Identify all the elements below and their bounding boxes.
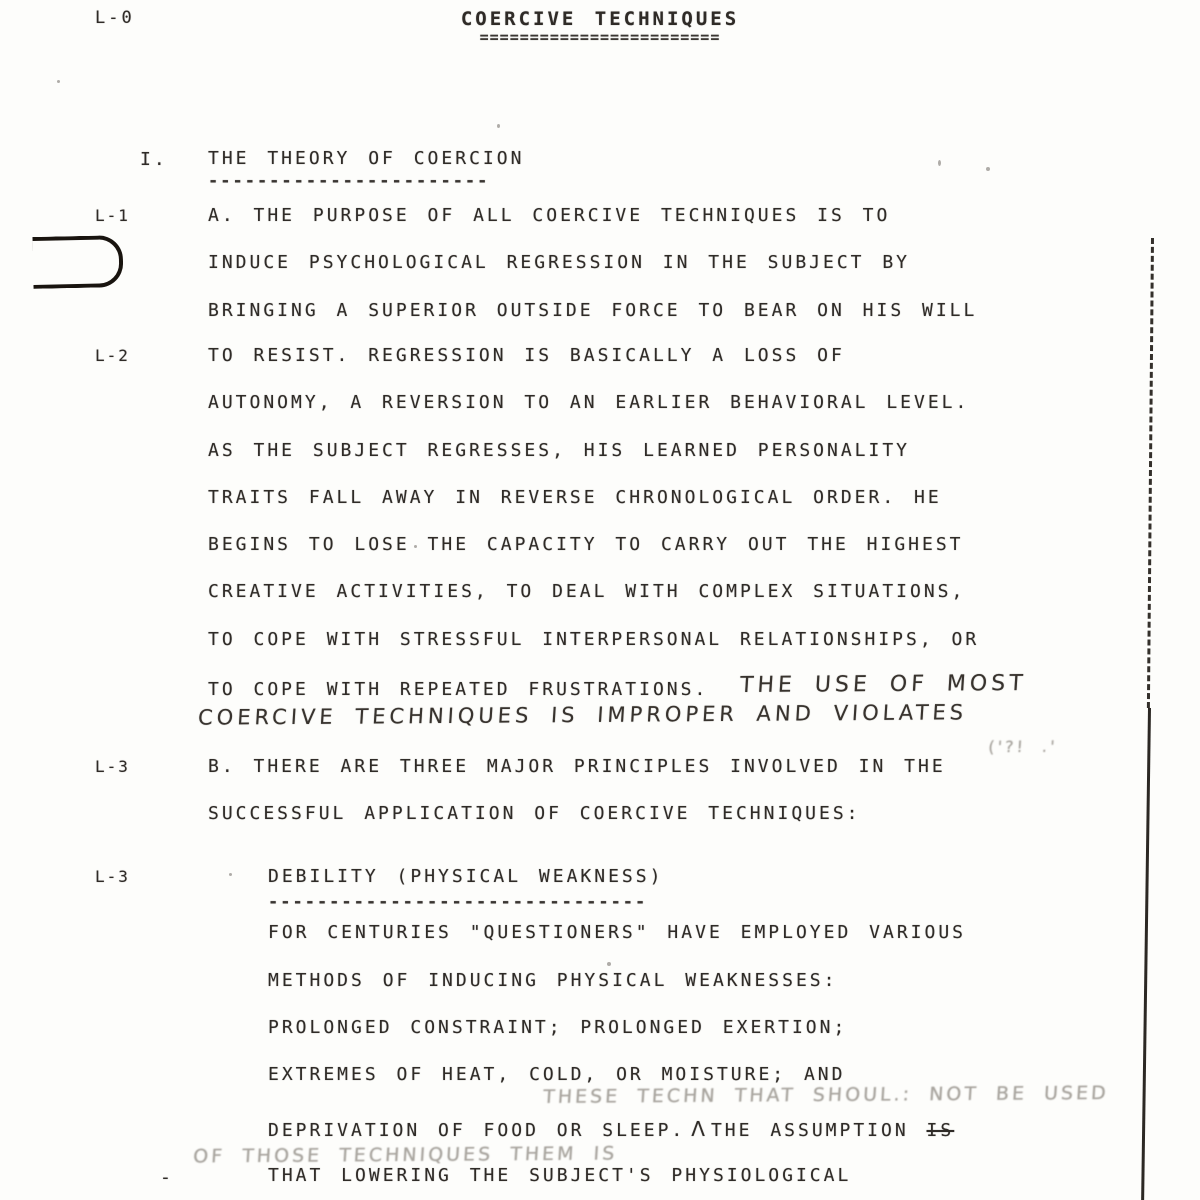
document-title-block	[0, 8, 1200, 46]
scan-speck	[57, 80, 60, 83]
section-numeral: I.	[140, 149, 168, 170]
scan-speck	[986, 167, 990, 171]
body-row	[208, 581, 965, 613]
body-text: TO COPE WITH STRESSFUL INTERPERSONAL RELATIONSHIPS, OR	[208, 629, 980, 650]
subsection-heading: DEBILITY (PHYSICAL WEAKNESS)	[268, 866, 664, 887]
handwritten-interline-note: THESE TECHN THAT SHOUL.: NOT BE USED	[542, 1082, 1110, 1108]
scan-edge-line-lower	[1141, 708, 1151, 1200]
margin-label-l1: L-1	[95, 206, 130, 225]
body-row	[208, 487, 942, 519]
scan-speck	[229, 873, 232, 876]
struck-out-word: IS	[926, 1120, 955, 1141]
body-text: METHODS OF INDUCING PHYSICAL WEAKNESSES:	[268, 970, 838, 991]
insertion-caret: Λ	[691, 1117, 705, 1141]
margin-label-l3: L-3	[95, 757, 130, 776]
scan-speck	[497, 124, 500, 128]
body-row	[268, 1017, 847, 1049]
body-text: BRINGING A SUPERIOR OUTSIDE FORCE TO BEAR ON HIS WILL	[208, 300, 978, 321]
body-text: AUTONOMY, A REVERSION TO AN EARLIER BEHAVIORAL LEVEL.	[208, 392, 970, 413]
body-row	[208, 300, 977, 332]
body-row	[268, 1165, 851, 1197]
section-heading: THE THEORY OF COERCION	[208, 148, 525, 169]
body-text: PROLONGED CONSTRAINT; PROLONGED EXERTION;	[268, 1017, 848, 1038]
stray-dash: -	[160, 1167, 174, 1188]
body-text: CREATIVE ACTIVITIES, TO DEAL WITH COMPLEX SITUATIONS,	[208, 581, 966, 602]
body-text: SUCCESSFUL APPLICATION OF COERCIVE TECHNIQUES:	[208, 803, 861, 824]
handwritten-annotation: COERCIVE TECHNIQUES IS IMPROPER AND VIOLATES	[197, 700, 968, 730]
body-text: TO COPE WITH REPEATED FRUSTRATIONS.	[208, 679, 709, 700]
body-text: BEGINS TO LOSE THE CAPACITY TO CARRY OUT THE HIGHEST	[208, 534, 964, 555]
body-row	[208, 392, 969, 424]
body-text: INDUCE PSYCHOLOGICAL REGRESSION IN THE SUBJECT BY	[208, 252, 911, 273]
margin-label-l0: L-0	[95, 8, 135, 28]
margin-label-l3b: L-3	[95, 867, 130, 886]
body-row	[95, 345, 845, 377]
title-underline: ========================	[479, 28, 721, 46]
body-text: TO RESIST. REGRESSION IS BASICALLY A LOSS OF	[208, 345, 845, 366]
body-row	[95, 756, 946, 788]
body-text: EXTREMES OF HEAT, COLD, OR MOISTURE; AND	[268, 1064, 846, 1085]
scan-edge-line-upper	[1147, 238, 1154, 708]
body-text: DEPRIVATION OF FOOD OR SLEEP.	[268, 1120, 686, 1141]
body-text: THE ASSUMPTION	[710, 1120, 909, 1141]
body-row	[268, 922, 966, 954]
margin-bracket-mark	[32, 235, 123, 289]
body-text: B. THERE ARE THREE MAJOR PRINCIPLES INVOLVED IN THE	[208, 756, 946, 777]
handwritten-annotation: THE USE OF MOST	[739, 671, 1028, 698]
body-row	[268, 970, 837, 1002]
handwritten-faint-fragment: ('?! .'	[987, 736, 1059, 757]
subsection-underline: -------------------------------	[268, 892, 648, 912]
body-text: AS THE SUBJECT REGRESSES, HIS LEARNED PERSONALITY	[208, 440, 911, 461]
body-text: THAT LOWERING THE SUBJECT'S PHYSIOLOGICAL	[268, 1165, 852, 1186]
body-row	[208, 629, 979, 661]
margin-label-l2: L-2	[95, 346, 130, 365]
scan-speck	[938, 160, 941, 166]
body-text: A. THE PURPOSE OF ALL COERCIVE TECHNIQUES IS TO	[208, 205, 891, 226]
body-row	[208, 440, 910, 472]
body-text: FOR CENTURIES "QUESTIONERS" HAVE EMPLOYED VARIOUS	[268, 922, 967, 943]
body-row	[208, 252, 910, 284]
handwritten-replacement-note: OF THOSE TECHNIQUES THEM IS	[192, 1142, 618, 1168]
document-title: COERCIVE TECHNIQUES	[460, 8, 740, 30]
scan-speck	[607, 962, 611, 966]
body-row	[208, 803, 861, 835]
body-row	[208, 534, 964, 566]
body-text: TRAITS FALL AWAY IN REVERSE CHRONOLOGICAL ORDER. HE	[208, 487, 942, 508]
section-heading-underline: -----------------------	[208, 171, 490, 191]
body-row	[95, 205, 891, 237]
